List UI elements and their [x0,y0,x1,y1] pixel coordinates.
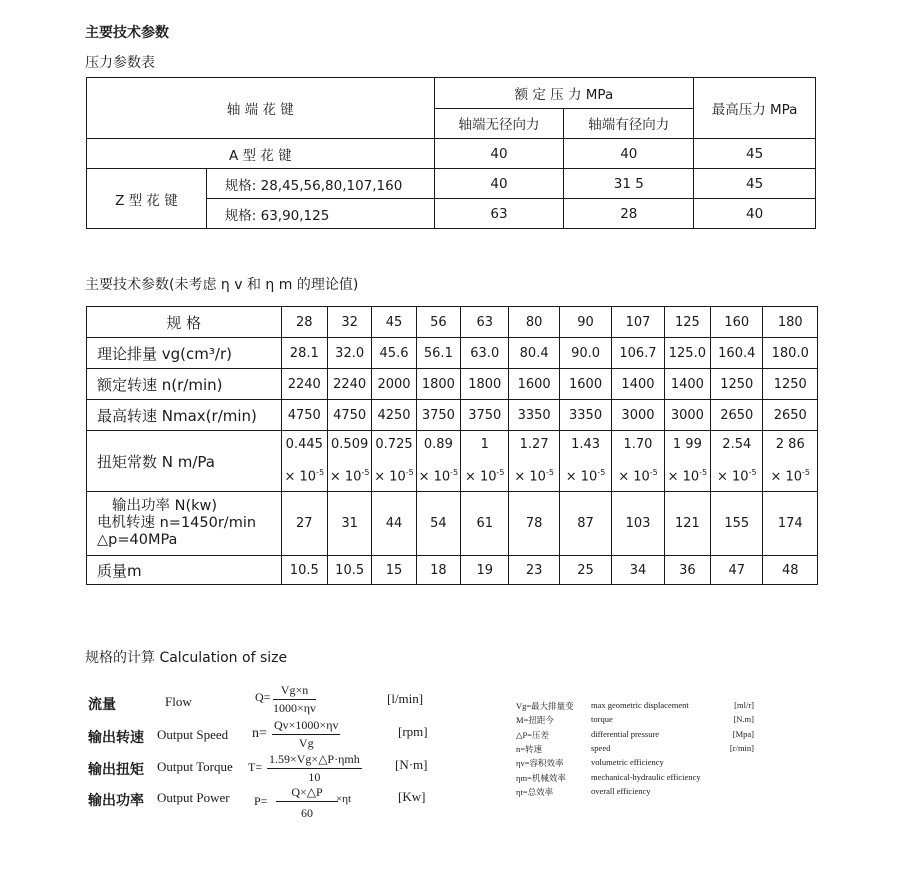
header-rated-pressure: 额 定 压 力 MPa [434,78,694,109]
torque-coefficient: 1.43 [571,437,601,452]
cell-value: 56 [416,307,460,338]
torque-exponent-base: × 10 [418,469,451,485]
torque-exponent [328,459,371,491]
torque-coefficient: 0.445 [285,437,323,452]
torque-exponent-base: × 10 [464,469,497,485]
torque-unit: [N·m] [395,757,428,772]
flow-denominator: 1000×ηv [273,701,317,715]
header-max-pressure: 最高压力 MPa [694,78,816,139]
cell-value: 3000 [664,400,710,431]
torque-exponent-power: -5 [699,468,708,477]
cell-value: 34 [612,556,664,585]
params-table-title: 主要技术参数(未考虑 η v 和 η m 的理论值) [85,277,359,293]
cell-value: 63.0 [461,338,509,369]
legend-unit: [Mpa] [732,728,754,739]
cell-value: 125.0 [664,338,710,369]
table-row [87,369,818,400]
cell-value: 45 [372,307,416,338]
power-tail: ×ηt [336,793,352,805]
torque-exponent-power: -5 [496,468,505,477]
table-row [87,169,816,199]
torque-label: 扭矩常数 N m/Pa [87,431,282,492]
cell-value: 90 [559,307,611,338]
cell-value: 28 [564,199,694,229]
cell-value: 3350 [509,400,559,431]
speed-unit: [rpm] [398,724,428,739]
cell-value: 31 [327,492,371,556]
torque-exponent-power: -5 [545,468,554,477]
cell-value: 54 [416,492,460,556]
mass-label: 质量m [87,556,282,585]
cell-value: 1250 [763,369,818,400]
cell-value: 40 [434,169,564,199]
cell-value [281,431,327,492]
power-label [87,492,282,556]
cell-value: 4750 [327,400,371,431]
cell-value: 4750 [281,400,327,431]
legend-description: overall efficiency [591,785,651,796]
legend-description: mechanical-hydraulic efficiency [591,771,701,782]
torque-exponent [665,459,710,491]
legend-description: torque [591,714,613,725]
cell-value: 1400 [664,369,710,400]
legend-unit: [ml/r] [734,700,754,710]
cell-value: 2650 [711,400,763,431]
cell-value: 10.5 [327,556,371,585]
torque-coefficient: 0.725 [375,437,413,452]
cell-value: 3000 [612,400,664,431]
torque-exponent-base: × 10 [329,469,362,485]
torque-exponent-power: -5 [649,468,658,477]
power-lhs: P= [254,794,268,808]
torque-exponent [711,459,762,491]
cell-value: 80.4 [509,338,559,369]
cell-value: 2000 [372,369,416,400]
legend-symbol: △P=压差 [516,729,550,740]
cell-value [711,431,763,492]
header-radial: 轴端有径向力 [564,108,694,139]
rated-speed-label: 额定转速 n(r/min) [87,369,282,400]
cell-value [559,431,611,492]
cell-value: 87 [559,492,611,556]
header-no-radial: 轴端无径向力 [434,108,564,139]
speed-numerator: Qv×1000×ηv [272,718,340,735]
power-label-line: 输出功率 N(kw) [112,498,218,515]
torque-exponent [560,459,611,491]
cell-value [416,431,460,492]
legend-symbol: ηt=总效率 [516,786,554,797]
torque-fraction [267,752,362,785]
cell-value: 125 [664,307,710,338]
cell-value [612,431,664,492]
torque-coefficient: 1.27 [519,437,549,452]
cell-value: 47 [711,556,763,585]
torque-exponent-power: -5 [405,468,414,477]
torque-denominator: 10 [308,770,321,784]
cell-value: 78 [509,492,559,556]
power-cn: 输出功率 [88,793,144,809]
cell-value: 48 [763,556,818,585]
cell-value: 1800 [461,369,509,400]
table-row [87,338,818,369]
cell-value: 3750 [461,400,509,431]
cell-value: 1600 [509,369,559,400]
cell-value: 44 [372,492,416,556]
cell-value [327,431,371,492]
table-row [87,492,818,556]
speed-lhs: n= [252,726,267,741]
speed-fraction [272,718,340,751]
power-fraction [276,785,338,821]
torque-coefficient: 2 86 [775,437,805,452]
cell-value: 32.0 [327,338,371,369]
torque-coefficient: 1 99 [672,437,702,452]
cell-value: 45 [694,139,816,169]
cell-value: 61 [461,492,509,556]
legend-symbol: ηm=机械效率 [516,772,566,783]
header-spline: 轴 端 花 键 [87,78,435,139]
cell-value: 56.1 [416,338,460,369]
table-row [87,431,818,492]
torque-exponent-power: -5 [316,468,325,477]
torque-exponent-base: × 10 [565,469,598,485]
cell-value: 3350 [559,400,611,431]
cell-value: 15 [372,556,416,585]
cell-value: 1800 [416,369,460,400]
torque-exponent-base: × 10 [667,469,700,485]
torque-exponent [509,459,558,491]
torque-exponent-base: × 10 [374,469,406,485]
flow-lhs: Q= [255,690,271,704]
main-title: 主要技术参数 [85,25,169,41]
cell-value: 2650 [763,400,818,431]
cell-value: 40 [564,139,694,169]
pressure-table [86,77,816,229]
torque-cn: 输出扭矩 [88,762,144,778]
torque-exponent [461,459,508,491]
cell-value: 155 [711,492,763,556]
cell-value: 23 [509,556,559,585]
cell-value: 18 [416,556,460,585]
cell-value: 160 [711,307,763,338]
torque-exponent [612,459,663,491]
torque-en: Output Torque [157,759,233,774]
legend-symbol: M=扭距今 [516,715,554,726]
flow-cn: 流量 [88,697,116,713]
legend-description: differential pressure [591,728,660,739]
calc-title: 规格的计算 Calculation of size [85,650,288,666]
flow-numerator: Vg×n [273,683,316,700]
cell-value [372,431,416,492]
speed-en: Output Speed [157,727,229,742]
displacement-label: 理论排量 vg(cm³/r) [87,338,282,369]
torque-exponent-power: -5 [597,468,606,477]
cell-value: 1250 [711,369,763,400]
params-table [86,306,818,585]
cell-value: 19 [461,556,509,585]
flow-unit: [l/min] [387,691,424,706]
table-row [87,400,818,431]
torque-exponent-base: × 10 [618,469,650,485]
spec-label: 规 格 [87,307,282,338]
torque-coefficient: 0.89 [423,437,453,452]
cell-value: 4250 [372,400,416,431]
cell-value [461,431,509,492]
cell-value: 40 [434,139,564,169]
legend-symbol: ηv=容积效率 [516,758,564,769]
cell-value: 1400 [612,369,664,400]
speed-denominator: Vg [298,736,314,750]
cell-value: 121 [664,492,710,556]
cell-value: 45.6 [372,338,416,369]
legend-unit: [r/min] [729,742,754,753]
cell-value: 63 [461,307,509,338]
speed-cn: 输出转速 [88,730,144,746]
table-row [87,307,818,338]
cell-value: 45 [694,169,816,199]
cell-value: 106.7 [612,338,664,369]
cell-value: 180.0 [763,338,818,369]
cell-value [509,431,559,492]
cell-value: 3750 [416,400,460,431]
legend-symbol: Vg=最大排量变 [516,701,574,711]
cell-value: 180 [763,307,818,338]
cell-value: 28 [281,307,327,338]
torque-coefficient: 0.509 [331,437,369,452]
power-numerator: Q×△P [276,785,338,802]
torque-exponent-base: × 10 [284,469,317,485]
cell-value: 174 [763,492,818,556]
power-label-line: 电机转速 n=1450r/min [97,515,257,532]
cell-value: 36 [664,556,710,585]
torque-exponent-power: -5 [802,468,811,477]
row-label-a: A 型 花 键 [87,139,435,169]
power-denominator: 60 [301,806,313,820]
torque-coefficient: 1.70 [623,437,653,452]
torque-coefficient: 2.54 [722,437,752,452]
cell-value: 27 [281,492,327,556]
pressure-table-title: 压力参数表 [85,55,155,71]
cell-value: 10.5 [281,556,327,585]
flow-fraction [273,683,316,716]
torque-exponent [372,459,415,491]
table-row [87,556,818,585]
torque-coefficient: 1 [480,437,489,452]
torque-exponent-base: × 10 [716,469,749,485]
power-unit: [Kw] [398,789,426,804]
torque-lhs: T= [248,760,263,774]
row-sublabel: 规格: 63,90,125 [206,199,434,229]
cell-value: 90.0 [559,338,611,369]
torque-exponent-power: -5 [450,468,459,477]
torque-exponent-base: × 10 [514,469,546,485]
power-en: Output Power [157,790,230,805]
legend-description: volumetric efficiency [591,757,664,768]
torque-exponent [763,459,817,491]
torque-exponent-power: -5 [361,468,370,477]
cell-value: 40 [694,199,816,229]
cell-value [763,431,818,492]
cell-value [664,431,710,492]
table-row [87,139,816,169]
legend-description: speed [591,742,611,753]
row-sublabel: 规格: 28,45,56,80,107,160 [206,169,434,199]
cell-value: 31 5 [564,169,694,199]
cell-value: 80 [509,307,559,338]
cell-value: 103 [612,492,664,556]
max-speed-label: 最高转速 Nmax(r/min) [87,400,282,431]
row-label-z: Z 型 花 键 [87,169,207,229]
legend-symbol: n=转速 [516,743,543,754]
flow-en: Flow [165,694,192,709]
legend-unit: [N.m] [733,714,754,725]
cell-value: 160.4 [711,338,763,369]
cell-value: 63 [434,199,564,229]
cell-value: 1600 [559,369,611,400]
cell-value: 32 [327,307,371,338]
torque-exponent-power: -5 [748,468,757,477]
cell-value: 2240 [281,369,327,400]
cell-value: 28.1 [281,338,327,369]
cell-value: 25 [559,556,611,585]
torque-exponent-base: × 10 [770,469,803,485]
cell-value: 2240 [327,369,371,400]
legend-description: max geometric displacement [591,700,689,710]
torque-exponent [417,459,460,491]
torque-numerator: 1.59×Vg×△P·ηmh [267,752,362,769]
cell-value: 107 [612,307,664,338]
torque-exponent [282,459,327,491]
power-label-line: △p=40MPa [97,532,178,549]
